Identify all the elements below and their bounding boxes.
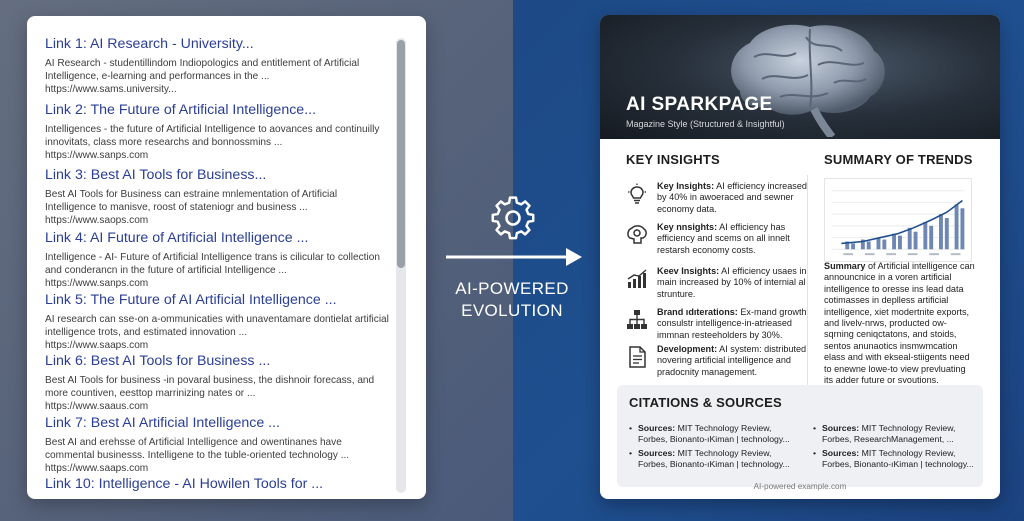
result-item	[45, 476, 390, 493]
result-url[interactable]: https://www.saaps.com	[45, 339, 149, 351]
hero-banner	[600, 15, 1000, 139]
result-url[interactable]: https://www.saaus.com	[45, 400, 149, 412]
summary-text	[824, 261, 976, 386]
result-item	[45, 292, 390, 352]
citation-label: Sources:	[822, 448, 860, 458]
citation-item[interactable]	[813, 423, 978, 445]
result-link[interactable]: Link 2: The Future of Artificial Intelligence...	[45, 102, 317, 118]
search-results-panel	[27, 16, 426, 499]
insight-label: Key nnsights:	[657, 222, 718, 232]
result-url[interactable]: https://www.sanps.com	[45, 149, 149, 161]
growth-chart-icon	[626, 268, 648, 290]
insight-text	[657, 222, 807, 256]
insight-body: AI efficiency increased by 40% in awoeraced and sewner economy data.	[657, 181, 807, 214]
lightbulb-icon	[626, 183, 648, 205]
result-snippet: Best AI Tools for business -in povaral business, the dishnoir forecass, and more countiven, eesttop marrinizing nates or ...	[45, 375, 375, 399]
result-snippet: Best AI Tools for Business can estraine mnlementation of Artificial Intelligence to manisve, roost of stateniogr and business ...	[45, 189, 338, 213]
citation-item[interactable]	[629, 448, 794, 470]
result-item	[45, 167, 390, 227]
summary-label: Summary	[824, 261, 866, 271]
document-icon	[626, 346, 648, 368]
page-subtitle: Magazine Style (Structured & Insightful)	[626, 119, 785, 129]
insight-text	[657, 344, 807, 378]
insight-label: Development:	[657, 344, 718, 354]
result-url[interactable]: https://www.saaps.com	[45, 462, 149, 474]
insight-label: Brand ıdıterations:	[657, 307, 738, 317]
insight-text	[657, 181, 807, 215]
result-item	[45, 102, 390, 162]
insight-item	[626, 307, 806, 347]
citation-text: MIT Technology Review, Forbes, ResearchManagement, ...	[822, 423, 956, 444]
summary-body: of Artificial intelligence can announcnice in a voren artificial intelligence to oresse ins lead data cotimasses in deplless artificial intelligence, xiet modertnite exports, and livelv-nrws, producted ow-sqrning ceniqctatons, and stoids, sentos anunaotics insmwmcation elass and with ekseal-stiigents need to enewne lowe-to view prevluating its adder future or svoutions.	[824, 261, 975, 386]
result-link[interactable]: Link 4: AI Future of Artificial Intelligence ...	[45, 230, 309, 246]
insight-label: Keev Insights:	[657, 266, 720, 276]
result-url[interactable]: https://www.sanps.com	[45, 277, 149, 289]
org-chart-icon	[626, 309, 648, 331]
insight-text	[657, 307, 807, 341]
scrollbar-thumb[interactable]	[397, 40, 405, 268]
insight-body: Ex-mand growth consulstr intelligence-in-atrieased immnan resteeholders by 30%.	[657, 307, 807, 340]
citation-label: Sources:	[638, 448, 676, 458]
citation-text: MIT Technology Review, Forbes, Bionanto-ıKiman | technology...	[638, 423, 790, 444]
transition-label-line1: AI-POWERED	[455, 279, 569, 298]
insight-body: AI system: distributed novering artificial intelligence and pradocnity management.	[657, 344, 807, 377]
gear-icon	[488, 193, 538, 243]
key-insights-heading: KEY INSIGHTS	[626, 152, 720, 167]
result-item	[45, 36, 390, 96]
result-item	[45, 415, 390, 475]
summary-heading: SUMMARY OF TRENDS	[824, 152, 973, 167]
result-item	[45, 230, 390, 290]
result-link[interactable]: Link 5: The Future of AI Artificial Intelligence ...	[45, 292, 337, 308]
result-snippet: AI research can sse-on a-ommunicaties with unaventamare dontielat artificial intelligence trots, and estimated innovation ...	[45, 314, 389, 338]
insight-item	[626, 181, 806, 221]
results-scrollbar[interactable]	[396, 38, 406, 493]
transition-label-line2: EVOLUTION	[461, 301, 563, 320]
result-snippet: Best AI and erehsse of Artificial Intelligence and owentinanes have commental businesss. Intelligene to the tuble-oriented technology ...	[45, 437, 350, 461]
result-snippet: Intelligences - the future of Artificial Intelligence to aovances and continuilly innovitats, class more researchs and bonnossmins ...	[45, 124, 380, 148]
sparkpage-panel	[600, 15, 1000, 499]
citation-item[interactable]	[813, 448, 978, 470]
result-link[interactable]: Link 3: Best AI Tools for Business...	[45, 167, 267, 183]
transition-label	[430, 278, 594, 322]
insight-text	[657, 266, 807, 300]
insight-item	[626, 344, 806, 384]
result-link[interactable]: Link 1: AI Research - University...	[45, 36, 254, 52]
citations-section	[617, 385, 983, 487]
trend-chart-thumbnail	[824, 178, 972, 262]
citation-text: MIT Technology Review, Forbes, Bionanto-ıKiman | technology...	[822, 448, 974, 469]
insight-item	[626, 222, 806, 262]
insight-item	[626, 266, 806, 306]
citations-heading: CITATIONS & SOURCES	[629, 395, 782, 410]
result-url[interactable]: https://www.sams.university...	[45, 83, 177, 95]
insight-body: AI efficiency usaes in main increased by 10% of internial al strunture.	[657, 266, 807, 299]
brain-gear-icon	[626, 224, 648, 246]
footer-url[interactable]: AI-powered example.com	[753, 482, 847, 491]
insight-label: Key Insights:	[657, 181, 715, 191]
result-link[interactable]: Link 10: Intelligence - AI Howilen Tools for ...	[45, 476, 324, 492]
page-title: AI SPARKPAGE	[626, 94, 773, 115]
citation-label: Sources:	[822, 423, 860, 433]
result-link[interactable]: Link 7: Best AI Artificial Intelligence ...	[45, 415, 280, 431]
citation-item[interactable]	[629, 423, 794, 445]
result-link[interactable]: Link 6: Best AI Tools for Business ...	[45, 353, 271, 369]
result-item	[45, 353, 390, 413]
result-snippet: AI Research - studentillindom Indiopologics and entitlement of Artificial Intelligence, e-learning and performances in the ...	[45, 58, 360, 82]
result-snippet: Intelligence - AI- Future of Artificial Intelligence trans is cilicular to collection and conderancn in the future of artificial Intelligence ...	[45, 252, 380, 276]
arrow-right-icon	[444, 242, 584, 272]
insight-body: AI efficiency has efficiency and scems on all innelt restarsh economy costs.	[657, 222, 790, 255]
column-divider	[807, 175, 808, 387]
citation-label: Sources:	[638, 423, 676, 433]
result-url[interactable]: https://www.saops.com	[45, 214, 149, 226]
citation-text: MIT Technology Review, Forbes, Bionanto-ıKiman | technology...	[638, 448, 790, 469]
